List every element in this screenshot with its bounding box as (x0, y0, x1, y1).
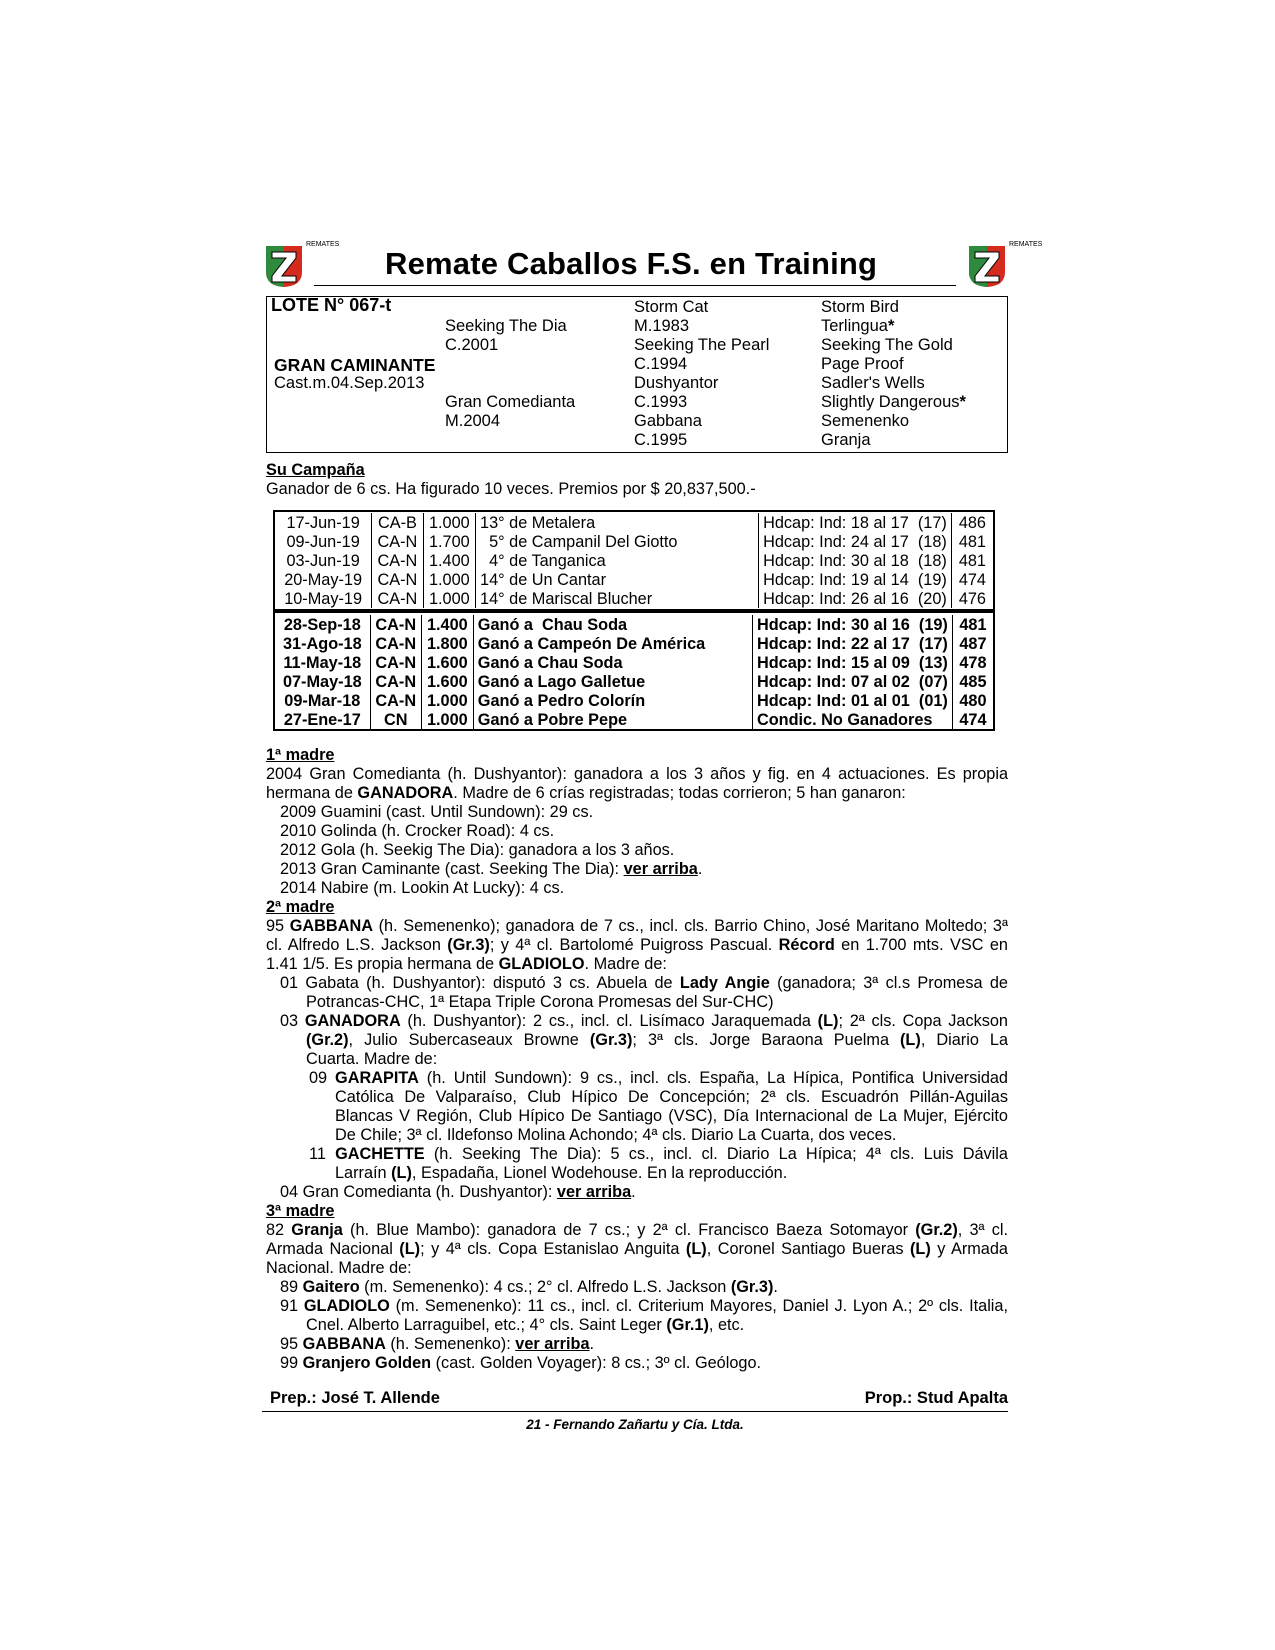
race-date: 31-Ago-18 (282, 634, 362, 653)
race-conditions: Hdcap: Ind: 15 al 09 (13) (752, 653, 952, 672)
gen2-name: Dushyantor (634, 374, 719, 392)
granddaughter: 11 GACHETTE (h. Seeking The Dia): 5 cs., incl. cl. Diario La Hípica; 4ª cls. Luis Dávila (309, 1145, 1008, 1163)
table-row (275, 513, 993, 532)
race-conditions: Hdcap: Ind: 26 al 16 (20) (759, 589, 952, 608)
dam1-heading: 1ª madre (266, 746, 335, 764)
title-divider (314, 285, 956, 286)
race-weight: 481 (951, 532, 993, 551)
gen2-name: Gabbana (634, 412, 702, 430)
z-logo-icon (262, 242, 306, 288)
race-date: 09-Jun-19 (286, 532, 360, 551)
gen2-info: C.1993 (634, 393, 688, 411)
dam1-child: 2009 Guamini (cast. Until Sundown): 29 cs. (280, 803, 594, 821)
race-result: 5° de Campanil Del Giotto (476, 532, 759, 551)
remates-logo-left (262, 241, 340, 288)
race-distance: 1.400 (421, 615, 473, 634)
table-row (275, 570, 993, 589)
race-weight: 478 (952, 653, 993, 672)
race-track: CA-N (370, 672, 421, 691)
race-date: 09-Mar-18 (284, 691, 361, 710)
gen2-info: M.1983 (634, 317, 690, 335)
dam1-line: 2004 Gran Comedianta (h. Dushyantor): ganadora a los 3 años y fig. en 4 actuaciones. Es propia (266, 765, 1008, 783)
dam2-child: Potrancas-CHC, 1ª Etapa Triple Corona Promesas del Sur-CHC) (306, 993, 774, 1011)
race-date: 27-Ene-17 (283, 710, 361, 729)
gen3-name: Sadler's Wells (821, 374, 925, 392)
remates-logo-right (965, 241, 1043, 288)
lot-number: LOTE N° 067-t (271, 295, 392, 315)
preparer: Prep.: José T. Allende (270, 1389, 440, 1407)
race-weight: 474 (952, 710, 993, 729)
horse-name: GRAN CAMINANTE (274, 355, 436, 375)
dam3-line: Armada Nacional (L); y 4ª cls. Copa Estanislao Anguita (L), Coronel Santiago Bueras (L) y Armada (266, 1240, 1008, 1258)
dam2-line: 1.41 1/5. Es propia hermana de GLADIOLO. Madre de: (266, 955, 667, 973)
dam3-child: Cnel. Alberto Larraguibel, etc.; 4° cls. Saint Leger (Gr.1), etc. (306, 1316, 745, 1334)
wins-box (273, 611, 995, 731)
race-distance: 1.000 (421, 710, 473, 729)
race-conditions: Hdcap: Ind: 30 al 18 (18) (759, 551, 952, 570)
dam3-heading: 3ª madre (266, 1202, 335, 1220)
table-row (275, 653, 993, 672)
gen3-name: Granja (821, 431, 871, 449)
dam2-child: 04 Gran Comedianta (h. Dushyantor): ver arriba. (280, 1183, 636, 1201)
owner: Prop.: Stud Apalta (864, 1389, 1008, 1407)
sire-name: Seeking The Dia (445, 317, 567, 335)
granddaughter: 09 GARAPITA (h. Until Sundown): 9 cs., incl. cls. España, La Hípica, Pontifica Universidad (309, 1069, 1008, 1087)
footer-divider (262, 1411, 1008, 1412)
page-footer: 21 - Fernando Zañartu y Cía. Ltda. (526, 1417, 744, 1432)
race-distance: 1.600 (421, 672, 473, 691)
race-conditions: Hdcap: Ind: 18 al 17 (17) (759, 513, 952, 532)
dam-info: M.2004 (445, 412, 501, 430)
race-result: 14° de Un Cantar (476, 570, 759, 589)
table-row (275, 691, 993, 710)
race-conditions: Hdcap: Ind: 07 al 02 (07) (752, 672, 952, 691)
race-track: CA-N (372, 532, 423, 551)
page-title: Remate Caballos F.S. en Training (385, 246, 878, 281)
race-result: 4° de Tanganica (476, 551, 759, 570)
race-date: 20-May-19 (284, 570, 363, 589)
race-result: Ganó a Campeón De América (473, 634, 752, 653)
race-date: 11-May-18 (283, 653, 362, 672)
race-conditions: Hdcap: Ind: 19 al 14 (19) (759, 570, 952, 589)
race-distance: 1.000 (423, 513, 475, 532)
z-logo-icon (965, 242, 1009, 288)
race-distance: 1.800 (421, 634, 473, 653)
table-row (275, 672, 993, 691)
race-distance: 1.000 (423, 589, 475, 608)
race-conditions: Hdcap: Ind: 24 al 17 (18) (759, 532, 952, 551)
placed-races-table (275, 513, 993, 608)
granddaughter: Católica De Valparaíso, Club Hípico De Concepción; 2ª cls. Escuadrón Pillán-Aguilas (335, 1088, 1008, 1106)
race-weight: 481 (952, 615, 993, 634)
race-track: CA-N (370, 615, 421, 634)
campaign-heading: Su Campaña (266, 461, 365, 479)
gen3-name: Semenenko (821, 412, 910, 430)
dam2-line: cl. Alfredo L.S. Jackson (Gr.3); y 4ª cl. Bartolomé Puigross Pascual. Récord en 1.700 mts. VSC en (266, 936, 1008, 954)
race-distance: 1.000 (423, 570, 475, 589)
table-row (275, 532, 993, 551)
granddaughter: De Chile; 3ª cl. Ildefonso Molina Achondo; 4ª cls. Diario La Cuarta, dos veces. (335, 1126, 897, 1144)
gen3-name: Page Proof (821, 355, 904, 373)
gen2-info: C.1994 (634, 355, 688, 373)
gen3-name: Seeking The Gold (821, 336, 953, 354)
dam2-heading: 2ª madre (266, 898, 335, 916)
race-conditions: Hdcap: Ind: 30 al 16 (19) (752, 615, 952, 634)
table-row (275, 589, 993, 608)
gen3-name: Slightly Dangerous* (821, 393, 966, 411)
race-conditions: Condic. No Ganadores (752, 710, 952, 729)
race-weight: 487 (952, 634, 993, 653)
race-result: Ganó a Lago Galletue (473, 672, 752, 691)
table-row (275, 615, 993, 634)
race-date: 10-May-19 (284, 589, 363, 608)
dam3-child: 89 Gaitero (m. Semenenko): 4 cs.; 2° cl. Alfredo L.S. Jackson (Gr.3). (280, 1278, 778, 1296)
dam3-child: 91 GLADIOLO (m. Semenenko): 11 cs., incl. cl. Criterium Mayores, Daniel J. Lyon A.; 2º cls. Italia, (280, 1297, 1009, 1315)
race-track: CA-N (370, 653, 421, 672)
dam1-line: hermana de GANADORA. Madre de 6 crías registradas; todas corrieron; 5 han ganaron: (266, 784, 906, 802)
race-weight: 476 (951, 589, 993, 608)
dam3-line: Nacional. Madre de: (266, 1259, 412, 1277)
dam2-child: 01 Gabata (h. Dushyantor): disputó 3 cs. Abuela de Lady Angie (ganadora; 3ª cl.s Promesa de (280, 974, 1008, 992)
race-result: 14° de Mariscal Blucher (476, 589, 759, 608)
gen3-name: Terlingua* (821, 317, 895, 335)
race-date: 28-Sep-18 (283, 615, 361, 634)
race-track: CA-B (372, 513, 423, 532)
dam2-line: 95 GABBANA (h. Semenenko); ganadora de 7 cs., incl. cls. Barrio Chino, José Maritano Moltedo; 3ª (266, 917, 1009, 935)
campaign-summary: Ganador de 6 cs. Ha figurado 10 veces. Premios por $ 20,837,500.- (266, 480, 756, 498)
wins-table (275, 615, 993, 729)
sire-info: C.2001 (445, 336, 499, 354)
race-result: Ganó a Chau Soda (473, 615, 752, 634)
race-weight: 486 (951, 513, 993, 532)
placed-races-box (273, 510, 995, 611)
dam3-line: 82 Granja (h. Blue Mambo): ganadora de 7 cs.; y 2ª cl. Francisco Baeza Sotomayor (Gr.2), 3ª cl. (266, 1221, 1008, 1239)
logo-side-text: REMATES (306, 241, 340, 248)
dam1-child: 2013 Gran Caminante (cast. Seeking The Dia): ver arriba. (280, 860, 703, 878)
race-conditions: Hdcap: Ind: 22 al 17 (17) (752, 634, 952, 653)
race-date: 17-Jun-19 (286, 513, 360, 532)
race-weight: 481 (951, 551, 993, 570)
race-weight: 480 (952, 691, 993, 710)
race-track: CA-N (370, 691, 421, 710)
race-track: CA-N (372, 589, 423, 608)
dam2-child: (Gr.2), Julio Subercaseaux Browne (Gr.3); 3ª cls. Jorge Baraona Puelma (L), Diario La (306, 1031, 1008, 1049)
gen2-info: C.1995 (634, 431, 688, 449)
dam1-child: 2014 Nabire (m. Lookin At Lucky): 4 cs. (280, 879, 565, 897)
race-track: CA-N (372, 570, 423, 589)
race-distance: 1.400 (423, 551, 475, 570)
race-distance: 1.000 (421, 691, 473, 710)
race-track: CN (370, 710, 421, 729)
dam3-child: 95 GABBANA (h. Semenenko): ver arriba. (280, 1335, 595, 1353)
gen2-name: Seeking The Pearl (634, 336, 770, 354)
table-row (275, 634, 993, 653)
table-row (275, 551, 993, 570)
horse-info: Cast.m.04.Sep.2013 (274, 374, 425, 392)
race-result: Ganó a Chau Soda (473, 653, 752, 672)
granddaughter: Blancas V Región, Club Hípico De Santiago (VSC), Día Internacional de La Mujer, Ejército (335, 1107, 1008, 1125)
race-result: Ganó a Pedro Colorín (473, 691, 752, 710)
gen3-name: Storm Bird (821, 298, 899, 316)
gen2-name: Storm Cat (634, 298, 709, 316)
race-result: Ganó a Pobre Pepe (473, 710, 752, 729)
pedigree-box (266, 296, 1008, 453)
race-conditions: Hdcap: Ind: 01 al 01 (01) (752, 691, 952, 710)
dam2-child: Cuarta. Madre de: (306, 1050, 438, 1068)
dam-name: Gran Comedianta (445, 393, 576, 411)
race-track: CA-N (372, 551, 423, 570)
race-distance: 1.700 (423, 532, 475, 551)
race-weight: 474 (951, 570, 993, 589)
race-result: 13° de Metalera (476, 513, 759, 532)
logo-side-text: REMATES (1009, 241, 1043, 248)
race-track: CA-N (370, 634, 421, 653)
race-distance: 1.600 (421, 653, 473, 672)
table-row (275, 710, 993, 729)
race-weight: 485 (952, 672, 993, 691)
race-date: 03-Jun-19 (286, 551, 360, 570)
dam1-child: 2012 Gola (h. Seekig The Dia): ganadora a los 3 años. (280, 841, 675, 859)
dam1-child: 2010 Golinda (h. Crocker Road): 4 cs. (280, 822, 555, 840)
dam2-child: 03 GANADORA (h. Dushyantor): 2 cs., incl. cl. Lisímaco Jaraquemada (L); 2ª cls. Copa Jackson (280, 1012, 1008, 1030)
dam3-child: 99 Granjero Golden (cast. Golden Voyager): 8 cs.; 3º cl. Geólogo. (280, 1354, 762, 1372)
race-date: 07-May-18 (282, 672, 362, 691)
granddaughter: Larraín (L), Espadaña, Lionel Wodehouse. En la reproducción. (335, 1164, 788, 1182)
